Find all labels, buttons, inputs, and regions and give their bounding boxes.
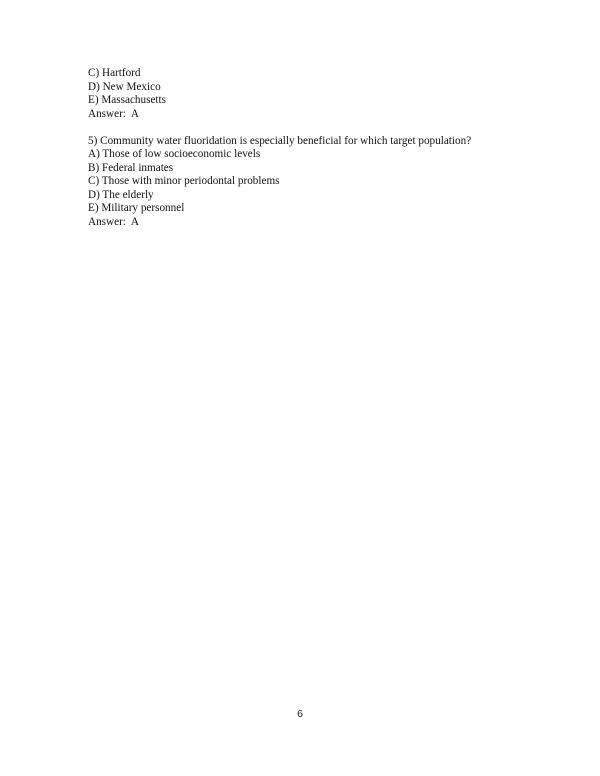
option-e: E) Massachusetts [88,94,166,106]
option-d: D) New Mexico [88,80,161,93]
option-d: D) The elderly [88,188,154,201]
question-5 [88,135,528,230]
option-e: E) Military personnel [88,202,185,214]
option-c: C) Hartford [88,67,141,79]
answer: Answer: A [88,215,139,228]
option-b: B) Federal inmates [88,161,174,174]
question-4-continuation [88,67,528,121]
option-c: C) Those with minor periodontal problems [88,175,280,187]
question-stem: 5) Community water fluoridation is especially beneficial for which target population? [88,134,472,147]
page-content [88,67,528,229]
spacer [88,121,528,135]
page-number: 6 [297,708,303,720]
option-a: A) Those of low socioeconomic levels [88,148,261,160]
answer: Answer: A [88,107,139,120]
